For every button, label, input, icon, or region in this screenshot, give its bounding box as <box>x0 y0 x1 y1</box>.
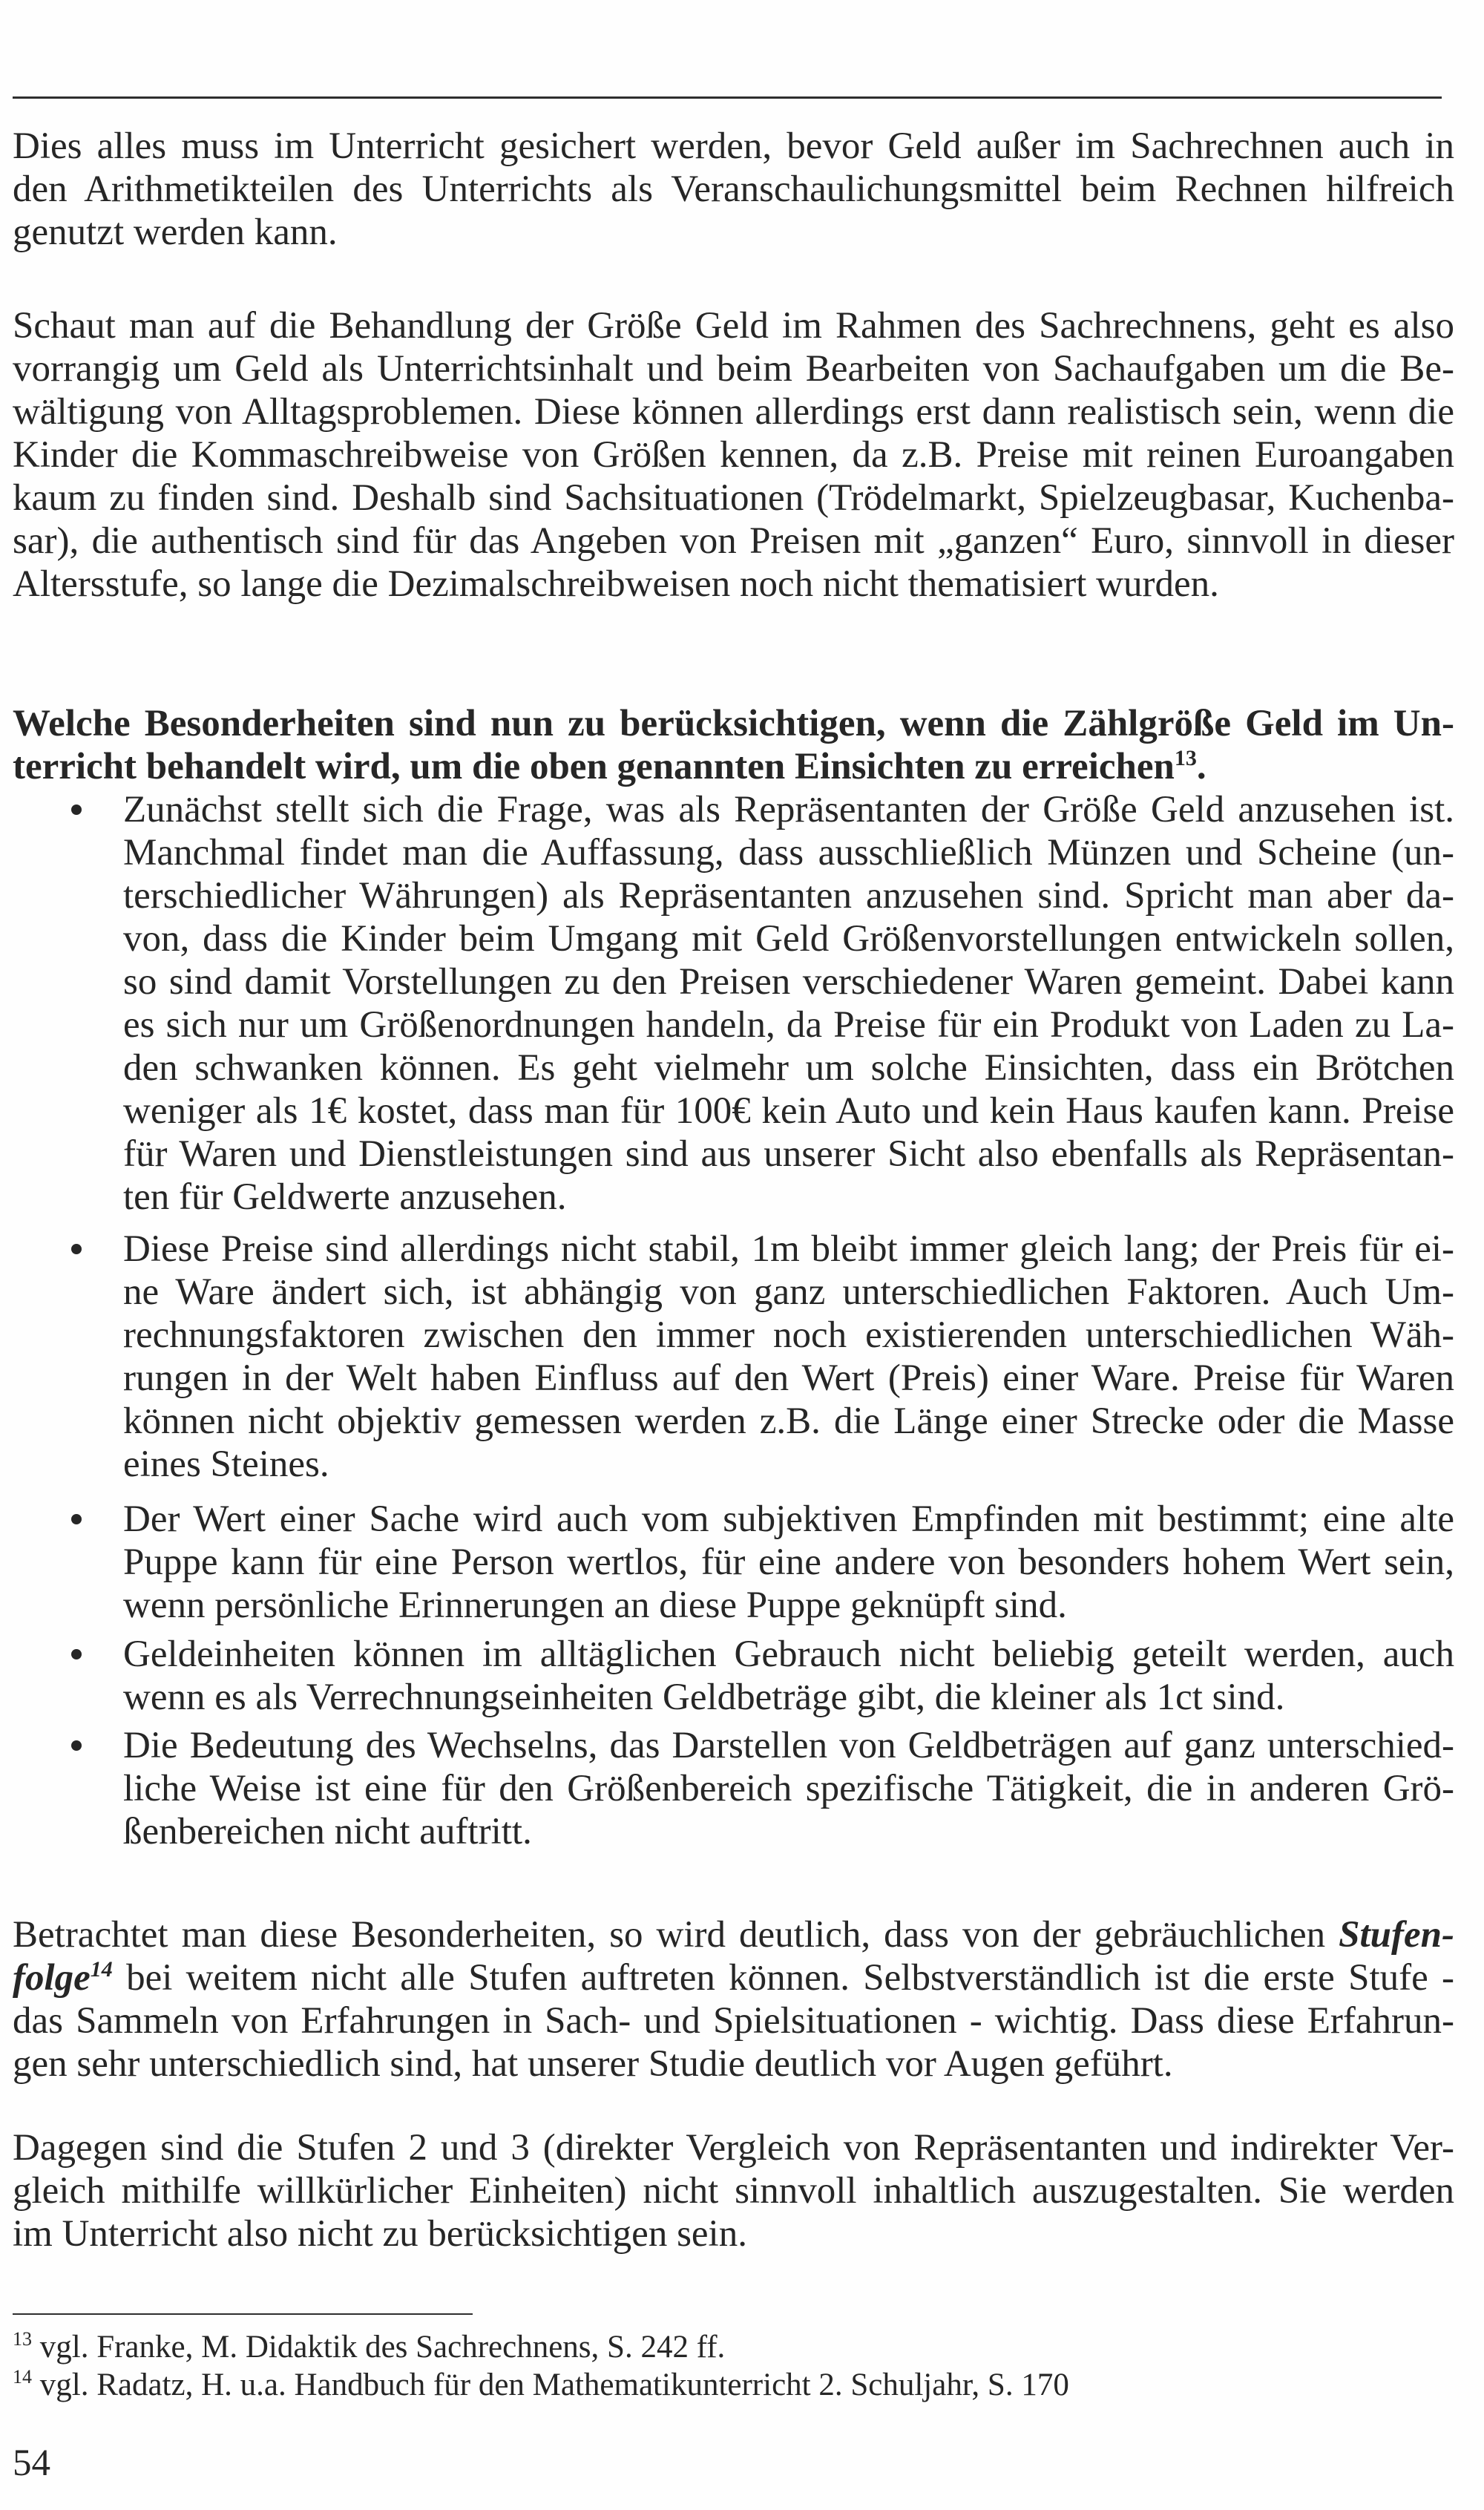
heading-line <box>13 745 1454 788</box>
bullet-icon <box>71 1740 82 1751</box>
list-item <box>123 788 1454 1219</box>
heading-line: Welche Besonderheiten sind nun zu berücksichtigen, wenn die Zählgröße Geld im Un- <box>13 703 1454 744</box>
text-line: wenn es als Verrechnungseinheiten Geldbeträge gibt, die kleiner als 1ct sind. <box>123 1677 1285 1718</box>
text-line: weniger als 1€ kostet, dass man für 100€ kein Auto und kein Haus kaufen kann. Preise <box>123 1090 1454 1132</box>
text-line: Zunächst stellt sich die Frage, was als Repräsentanten der Größe Geld anzusehen ist. <box>123 789 1454 830</box>
footnote-text: vgl. Franke, M. Didaktik des Sachrechnens, S. 242 ff. <box>32 2330 726 2365</box>
text-line: für Waren und Dienstleistungen sind aus unserer Sicht also ebenfalls als Repräsentan- <box>123 1133 1454 1175</box>
text-line: ne Ware ändert sich, ist abhängig von ganz unterschiedlichen Faktoren. Auch Um- <box>123 1271 1454 1313</box>
paragraph-2 <box>13 304 1454 606</box>
text-line: Die Bedeutung des Wechselns, das Darstellen von Geldbeträgen auf ganz unterschied- <box>123 1725 1454 1766</box>
list-item <box>123 1498 1454 1627</box>
text-line: den schwanken können. Es geht vielmehr um solche Einsichten, dass ein Brötchen <box>123 1047 1454 1089</box>
header-rule <box>13 96 1442 99</box>
text-line: Altersstufe, so lange die Dezimalschreibweisen noch nicht thematisiert wurden. <box>13 563 1219 605</box>
text-line: kaum zu finden sind. Deshalb sind Sachsituationen (Trödelmarkt, Spielzeugbasar, Kuchenba- <box>13 477 1454 519</box>
emphasis-stufenfolge-cont: folge <box>13 1957 91 1999</box>
text-line: genutzt werden kann. <box>13 212 338 253</box>
text-line: ten für Geldwerte anzusehen. <box>123 1176 567 1218</box>
text-line: gen sehr unterschiedlich sind, hat unserer Studie deutlich vor Augen geführt. <box>13 2043 1173 2085</box>
text-line: das Sammeln von Erfahrungen in Sach- und Spielsituationen - wichtig. Dass diese Erfahrun- <box>13 2000 1454 2042</box>
text-span: bei weitem nicht alle Stufen auftreten können. Selbstverständlich ist die erste Stufe - <box>112 1957 1454 1999</box>
text-line: Puppe kann für eine Person wertlos, für eine andere von besonders hohem Wert sein, <box>123 1541 1454 1583</box>
text-line: eines Steines. <box>123 1444 329 1485</box>
section-question-heading <box>13 702 1454 788</box>
text-line: wältigung von Alltagsproblemen. Diese können allerdings erst dann realistisch sein, wenn die <box>13 391 1454 433</box>
text-line: es sich nur um Größenordnungen handeln, da Preise für ein Produkt von Laden zu La- <box>123 1004 1454 1046</box>
text-line: Dagegen sind die Stufen 2 und 3 (direkter Vergleich von Repräsentanten und indirekter Ver- <box>13 2127 1454 2169</box>
text-line: gleich mithilfe willkürlicher Einheiten) nicht sinnvoll inhaltlich auszugestalten. Sie werden <box>13 2170 1454 2212</box>
heading-text: terricht behandelt wird, um die oben genannten Einsichten zu erreichen <box>13 746 1175 787</box>
text-line: im Unterricht also nicht zu berücksichtigen sein. <box>13 2213 747 2255</box>
text-line: Kinder die Kommaschreibweise von Größen kennen, da z.B. Preise mit reinen Euroangaben <box>13 434 1454 476</box>
paragraph-1 <box>13 125 1454 254</box>
text-line: ßenbereichen nicht auftritt. <box>123 1811 532 1852</box>
bullet-icon <box>71 805 82 815</box>
text-line <box>13 1956 1454 1999</box>
footnote-14 <box>13 2367 1069 2404</box>
bullet-icon <box>71 1649 82 1659</box>
text-line: rungen in der Welt haben Einfluss auf den Wert (Preis) einer Ware. Preise für Waren <box>123 1357 1454 1399</box>
bullet-icon <box>71 1244 82 1254</box>
text-line: wenn persönliche Erinnerungen an diese Puppe geknüpft sind. <box>123 1585 1067 1626</box>
text-line: terschiedlicher Währungen) als Repräsentanten anzusehen sind. Spricht man aber da- <box>123 875 1454 917</box>
text-line <box>13 1913 1454 1956</box>
text-line: sar), die authentisch sind für das Angeben von Preisen mit „ganzen“ Euro, sinnvoll in dieser <box>13 520 1454 562</box>
paragraph-4 <box>13 2126 1454 2255</box>
footnote-13 <box>13 2329 725 2366</box>
text-line: Der Wert einer Sache wird auch vom subjektiven Empfinden mit bestimmt; eine alte <box>123 1498 1454 1540</box>
text-line: können nicht objektiv gemessen werden z.B. die Länge einer Strecke oder die Masse <box>123 1400 1454 1442</box>
footnote-rule <box>13 2313 473 2315</box>
text-line: Geldeinheiten können im alltäglichen Gebrauch nicht beliebig geteilt werden, auch <box>123 1634 1454 1675</box>
text-line: Schaut man auf die Behandlung der Größe Geld im Rahmen des Sachrechnens, geht es also <box>13 305 1454 347</box>
footnote-ref-13[interactable]: 13 <box>1174 746 1197 770</box>
footnote-ref-14[interactable]: 14 <box>90 1957 113 1982</box>
text-line: rechnungsfaktoren zwischen den immer noch existierenden unterschiedlichen Wäh- <box>123 1314 1454 1356</box>
text-line: Diese Preise sind allerdings nicht stabil, 1m bleibt immer gleich lang; der Preis für ei- <box>123 1228 1454 1270</box>
footnote-number: 14 <box>13 2366 32 2388</box>
heading-period: . <box>1196 746 1206 787</box>
bullet-icon <box>71 1514 82 1524</box>
text-line: den Arithmetikteilen des Unterrichts als Veranschaulichungsmittel beim Rechnen hilfreich <box>13 168 1454 210</box>
text-line: so sind damit Vorstellungen zu den Preisen verschiedener Waren gemeint. Dabei kann <box>123 961 1454 1003</box>
text-line: von, dass die Kinder beim Umgang mit Geld Größenvorstellungen entwickeln sollen, <box>123 918 1454 960</box>
paragraph-3 <box>13 1913 1454 2085</box>
list-item <box>123 1724 1454 1853</box>
footnote-text: vgl. Radatz, H. u.a. Handbuch für den Mathematikunterricht 2. Schuljahr, S. 170 <box>32 2368 1069 2402</box>
text-line: vorrangig um Geld als Unterrichtsinhalt und beim Bearbeiten von Sachaufgaben um die Be- <box>13 348 1454 390</box>
text-line: Manchmal findet man die Auffassung, dass ausschließlich Münzen und Scheine (un- <box>123 832 1454 874</box>
page-number: 54 <box>13 2442 50 2484</box>
list-item <box>123 1228 1454 1486</box>
text-line: Dies alles muss im Unterricht gesichert werden, bevor Geld außer im Sachrechnen auch in <box>13 125 1454 167</box>
footnote-number: 13 <box>13 2328 32 2350</box>
emphasis-stufenfolge: Stufen- <box>1339 1914 1454 1956</box>
text-line: liche Weise ist eine für den Größenbereich spezifische Tätigkeit, die in anderen Grö- <box>123 1768 1454 1809</box>
text-span: Betrachtet man diese Besonderheiten, so wird deutlich, dass von der gebräuchlichen <box>13 1914 1326 1956</box>
list-item <box>123 1633 1454 1719</box>
